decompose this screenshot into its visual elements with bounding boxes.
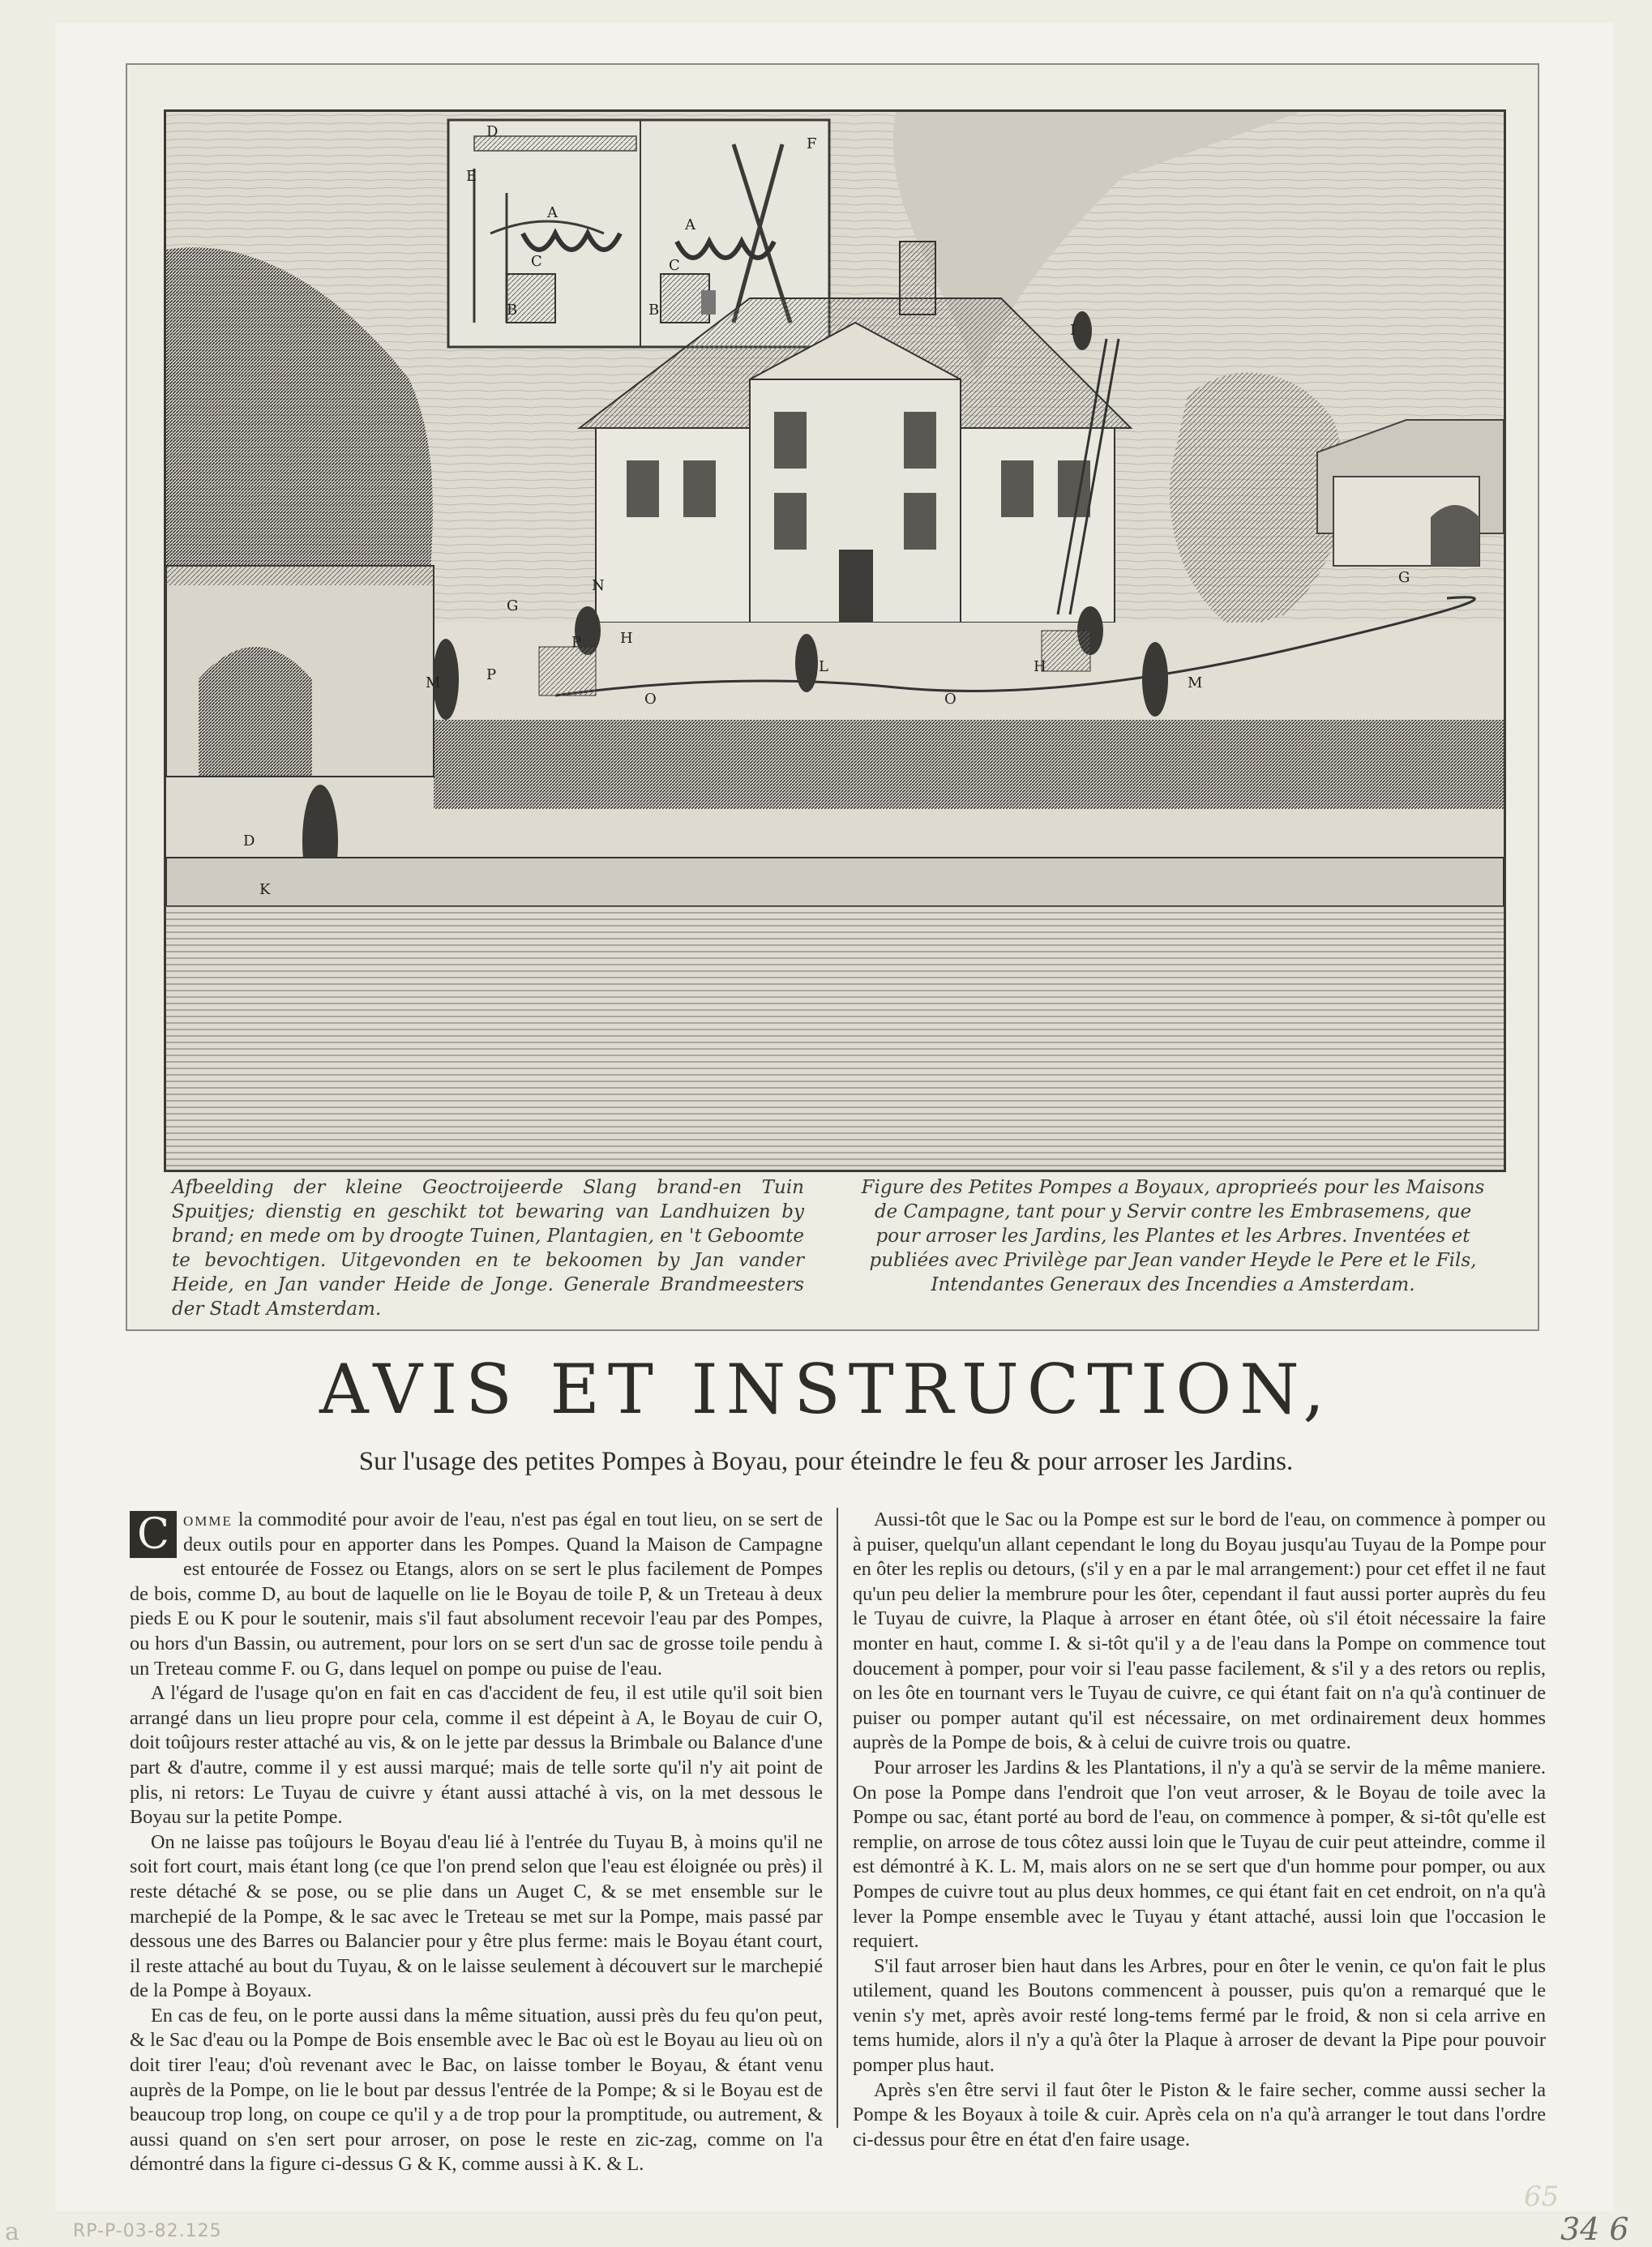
paragraph: [130, 1508, 823, 1681]
column-divider: [837, 1508, 838, 2128]
plate-letter: A: [685, 216, 695, 233]
plate-letter: L: [819, 658, 828, 675]
engraving-scene: [166, 112, 1504, 1170]
plate-letter: O: [944, 691, 957, 708]
plate-letter: N: [592, 577, 605, 594]
plate-letter: P: [571, 634, 582, 651]
plate-letter: P: [486, 666, 497, 683]
page-title: AVIS ET INSTRUCTION,: [319, 1350, 1333, 1429]
quay-wall: [166, 858, 1504, 906]
paragraph-text: la commodité pour avoir de l'eau, n'est pas égal en tout lieu, on se sert de deux outils pour en apporter dans les Pompes. Quand la Maison de Campagne est entourée de Fossez ou Etangs, alors on se sert le plus facilement de Pompes de bois, comme D, au bout de laquelle on lie le Boyau de toile P, & un Treteau à deux pieds E ou K pour le soutenir, mais s'il faut absolument recevoir l'eau par des Pompes, ou hors d'un Bassin, ou autrement, pour lors on se sert d'un sac de grosse toile pendu à un Treteau comme F. ou G, dans lequel on pompe ou puise de l'eau.: [130, 1509, 823, 1680]
hedge: [434, 720, 1504, 809]
plate-letter: D: [243, 832, 255, 850]
paragraph: Après s'en être servi il faut ôter le Piston & le faire secher, comme aussi secher la Pompe & les Boyaux à toile & cuir. Après cela on n'a qu'à arranger le tout dans l'ordre ci-dessus pour être en état d'en faire usage.: [853, 2078, 1546, 2151]
plate-letter: A: [547, 204, 558, 221]
canal-water: [166, 906, 1504, 1170]
text-column-left: [130, 1508, 823, 2177]
plate-letter: B: [507, 302, 518, 319]
plate-letter: K: [259, 881, 271, 898]
plate-letter: G: [507, 597, 519, 614]
text-column-right: [853, 1508, 1546, 2152]
page-subtitle: Sur l'usage des petites Pompes à Boyau, pour éteindre le feu & pour arroser les Jardins.: [358, 1447, 1294, 1476]
paragraph: S'il faut arroser bien haut dans les Arbres, pour en ôter le venin, ce qu'on fait le plus utilement, quand les Boutons commencent à pousser, puis qu'on a remarqué que le venin s'y met, après avoir resté long-tems fermé par le froid, & non si cela arrive en tems humide, alors il n'y a qu'à ôter la Plaque à arroser de devant la Pipe pour pouvoir pomper plus haut.: [853, 1954, 1546, 2077]
plate-letter: H: [1034, 658, 1046, 675]
page-number: 34 6: [1560, 2211, 1629, 2247]
pencil-note: 65: [1524, 2181, 1560, 2213]
paragraph: Pour arroser les Jardins & les Plantations, il n'y a qu'à se servir de la même maniere. On pose la Pompe dans l'endroit que l'on veut arroser, & le Boyau de toile avec la Pompe ou sac, étant porté au bord de l'eau, on commence à pomper, & si-tôt qu'elle est remplie, on arrose de tous côtez aussi loin que le Tuyau de cuir peut atteindre, comme il est démontré à K. L. M, mais alors on ne se sert que d'un homme pour pomper, ou aux Pompes de cuivre tout au plus deux hommes, ce qui étant fait en cet endroit, on n'a qu'à lever la Pompe ensemble avec le Tuyau y étant attaché, aussi loin que l'occasion le requiert.: [853, 1756, 1546, 1953]
paragraph: En cas de feu, on le porte aussi dans la même situation, aussi près du feu qu'on peut, & le Sac d'eau ou la Pompe de Bois ensemble avec le Bac où est le Boyau au lieu où on doit tirer l'eau; d'où revenant avec le Bac, on laisse tomber le Boyau, & étant venu auprès de la Pompe, on lie le bout par dessus l'entrée de la Pompe; & si le Boyau est de beaucoup trop long, on coupe ce qu'il y a de trop pour la promptitude, ou autrement, & aussi quand on s'en sert pour arroser, on pose le reste en zic-zag, comme on l'a démontré dans la figure ci-dessus G & K, comme aussi à K. & L.: [130, 2004, 823, 2176]
paragraph: A l'égard de l'usage qu'on en fait en cas d'accident de feu, il est utile qu'il soit bien arrangé dans un lieu propre pour cela, comme il est dépeint à A, le Boyau de cuir O, doit toûjours rester attaché au vis, & on le jette par dessus la Brimbale ou Balance d'une part & d'autre, comme il y est aussi marqué; mais de telle sorte qu'il n'y ait point de plis, ni retors: Le Tuyau de cuivre y étant aussi attaché à vis, on la met dessous le Boyau sur la petite Pompe.: [130, 1682, 823, 1829]
plate-letter: O: [644, 691, 657, 708]
plate-letter: E: [466, 168, 477, 185]
plate-letter: C: [669, 257, 680, 274]
first-word: omme: [183, 1509, 233, 1530]
margin-letter: a: [5, 2218, 19, 2246]
plate-letter: D: [486, 123, 499, 140]
caption-dutch: Afbeelding der kleine Geoctroijeerde Slang brand-en Tuin Spuitjes; dienstig en geschikt tot bewaring van Landhuizen by brand; en mede om by droogte Tuinen, Plantagien, en 't Geboomte te bevochtigen. Uitgevonden en te bekoomen by Jan vander Heide, en Jan vander Heide de Jonge. Generale Brandmeesters der Stadt Amsterdam.: [172, 1177, 804, 1320]
plate-letter: B: [648, 302, 660, 319]
paragraph: Aussi-tôt que le Sac ou la Pompe est sur le bord de l'eau, on commence à pomper ou à puiser, quelqu'un allant cependant le long du Boyau jusqu'au Tuyau de la Pompe pour en ôter les replis ou detours, (s'il y en a par le mal arrangement:) pour cet effet il ne faut qu'un peu delier la membrure pour les ôter, cependant il faut aussi porter auprès du feu le Tuyau de cuivre, la Plaque à arroser en étant ôtée, où s'il étoit nécessaire la faire monter en haut, comme I. & si-tôt qu'il y a de l'eau dans la Pompe on commence tout doucement à pomper, pour voir si l'eau passe facilement, & s'il y a des retors ou replis, on les ôte en tournant vers le Tuyau de cuivre, ce qui étant fait on n'a qu'à continuer de puiser ou pomper autant qu'il est nécessaire, on met ordinairement deux hommes auprès de la Pompe de bois, & à celui de cuivre trois ou quatre.: [853, 1509, 1546, 1754]
caption-french: Figure des Petites Pompes a Boyaux, aproprieés pour les Maisons de Campagne, tant pour y Servir contre les Embrasemens, que pour arroser les Jardins, les Plantes et les Arbres. Inventées et publiées avec Privilège par Jean vander Heyde le Pere et le Fils, Intendantes Generaux des Incendies a Amsterdam.: [861, 1177, 1485, 1295]
plate-letter: H: [620, 630, 633, 647]
drop-cap: C: [130, 1511, 177, 1558]
outbuilding: [1317, 420, 1504, 566]
plate-letter: M: [1188, 674, 1203, 691]
paragraph: On ne laisse pas toûjours le Boyau d'eau lié à l'entrée du Tuyau B, à moins qu'il ne soit fort court, mais étant long (ce que l'on prend selon que l'eau est éloignée ou près) il reste détaché & se pose, ou se plie dans un Auget C, & se met ensemble sur le marchepié de la Pompe, & le sac avec le Treteau se met sur la Pompe, mais passé par dessous une des Barres ou Balancier pour y être plus ferme: mais le Boyau étant court, il reste attaché au bout du Tuyau, & on le laisse seulement à découvert sur le marchepié de la Pompe à Boyaux.: [130, 1830, 823, 2002]
plate-letter: F: [807, 135, 817, 152]
engraving-plate: [126, 63, 1539, 1331]
garden-gate: [166, 566, 434, 777]
plate-letter: G: [1398, 569, 1410, 586]
inventory-number: RP-P-03-82.125: [73, 2221, 222, 2241]
plate-letter: C: [531, 253, 542, 270]
engraving-illustration: [164, 109, 1506, 1172]
plate-letter: I: [1070, 322, 1076, 339]
plate-letter: M: [426, 674, 441, 691]
